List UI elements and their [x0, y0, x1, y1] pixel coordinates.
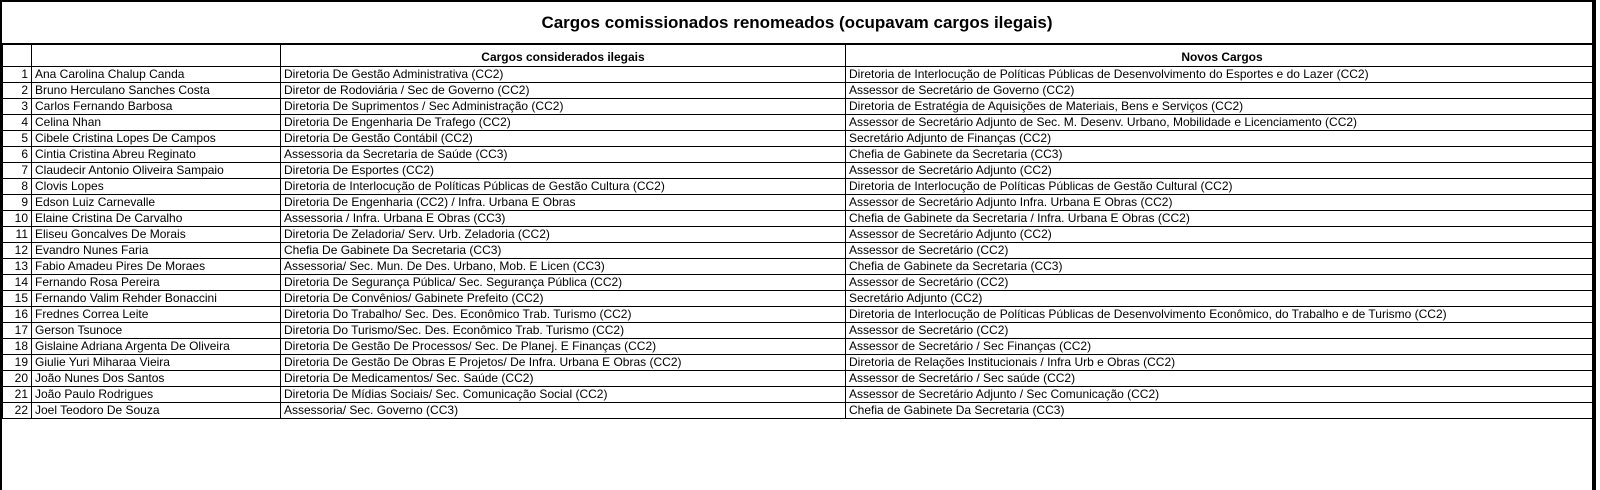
illegal-position-cell[interactable]: Diretoria De Gestão De Processos/ Sec. De Planej. E Finanças (CC2)	[281, 339, 846, 355]
name-cell[interactable]: Gislaine Adriana Argenta De Oliveira	[32, 339, 281, 355]
name-cell[interactable]: Fernando Valim Rehder Bonaccini	[32, 291, 281, 307]
row-number-cell[interactable]: 20	[3, 371, 32, 387]
illegal-position-cell[interactable]: Diretoria De Segurança Pública/ Sec. Segurança Pública (CC2)	[281, 275, 846, 291]
name-cell[interactable]: Giulie Yuri Miharaa Vieira	[32, 355, 281, 371]
illegal-position-cell[interactable]: Diretoria De Engenharia De Trafego (CC2)	[281, 115, 846, 131]
new-position-cell[interactable]: Secretário Adjunto de Finanças (CC2)	[846, 131, 1597, 147]
new-position-cell[interactable]: Chefia de Gabinete da Secretaria (CC3)	[846, 259, 1597, 275]
table-row	[3, 163, 1597, 179]
new-position-cell[interactable]: Assessor de Secretário / Sec Finanças (CC2)	[846, 339, 1597, 355]
row-number-cell[interactable]: 17	[3, 323, 32, 339]
table-row	[3, 371, 1597, 387]
new-position-cell[interactable]: Assessor de Secretário (CC2)	[846, 243, 1597, 259]
new-position-cell[interactable]: Diretoria de Interlocução de Políticas Públicas de Desenvolvimento Econômico, do Trabalho e de Turismo (CC2)	[846, 307, 1597, 323]
new-position-cell[interactable]: Assessor de Secretário de Governo (CC2)	[846, 83, 1597, 99]
table-row	[3, 275, 1597, 291]
table-row	[3, 323, 1597, 339]
new-position-cell[interactable]: Chefia de Gabinete da Secretaria / Infra. Urbana E Obras (CC2)	[846, 211, 1597, 227]
illegal-position-cell[interactable]: Diretoria De Medicamentos/ Sec. Saúde (CC2)	[281, 371, 846, 387]
illegal-position-cell[interactable]: Diretoria De Gestão Administrativa (CC2)	[281, 67, 846, 83]
row-number-cell[interactable]: 14	[3, 275, 32, 291]
table-row	[3, 227, 1597, 243]
illegal-position-cell[interactable]: Assessoria/ Sec. Governo (CC3)	[281, 403, 846, 419]
new-position-cell[interactable]: Assessor de Secretário / Sec saúde (CC2)	[846, 371, 1597, 387]
illegal-position-cell[interactable]: Diretoria De Gestão Contábil (CC2)	[281, 131, 846, 147]
row-number-cell[interactable]: 2	[3, 83, 32, 99]
illegal-position-cell[interactable]: Chefia De Gabinete Da Secretaria (CC3)	[281, 243, 846, 259]
row-number-cell[interactable]: 10	[3, 211, 32, 227]
name-cell[interactable]: Bruno Herculano Sanches Costa	[32, 83, 281, 99]
illegal-position-cell[interactable]: Diretoria de Interlocução de Políticas Públicas de Gestão Cultura (CC2)	[281, 179, 846, 195]
name-cell[interactable]: Celina Nhan	[32, 115, 281, 131]
new-position-cell[interactable]: Assessor de Secretário Adjunto Infra. Urbana E Obras (CC2)	[846, 195, 1597, 211]
table-row	[3, 147, 1597, 163]
new-position-cell[interactable]: Chefia de Gabinete da Secretaria (CC3)	[846, 147, 1597, 163]
table-row	[3, 67, 1597, 83]
table-row	[3, 115, 1597, 131]
row-number-cell[interactable]: 4	[3, 115, 32, 131]
table-row	[3, 131, 1597, 147]
table-body	[3, 67, 1597, 419]
new-position-cell[interactable]: Assessor de Secretário Adjunto (CC2)	[846, 227, 1597, 243]
name-cell[interactable]: Eliseu Goncalves De Morais	[32, 227, 281, 243]
illegal-position-cell[interactable]: Diretoria De Suprimentos / Sec Administração (CC2)	[281, 99, 846, 115]
new-position-cell[interactable]: Diretoria de Relações Institucionais / Infra Urb e Obras (CC2)	[846, 355, 1597, 371]
table-row	[3, 307, 1597, 323]
row-number-cell[interactable]: 6	[3, 147, 32, 163]
new-position-cell[interactable]: Assessor de Secretário (CC2)	[846, 323, 1597, 339]
sheet-title: Cargos comissionados renomeados (ocupavam cargos ilegais)	[2, 2, 1592, 44]
new-position-cell[interactable]: Assessor de Secretário Adjunto (CC2)	[846, 163, 1597, 179]
row-number-cell[interactable]: 9	[3, 195, 32, 211]
illegal-position-cell[interactable]: Diretoria De Mídias Sociais/ Sec. Comunicação Social (CC2)	[281, 387, 846, 403]
new-position-cell[interactable]: Assessor de Secretário (CC2)	[846, 275, 1597, 291]
row-number-cell[interactable]: 13	[3, 259, 32, 275]
illegal-position-cell[interactable]: Diretor de Rodoviária / Sec de Governo (CC2)	[281, 83, 846, 99]
table-row	[3, 243, 1597, 259]
name-cell[interactable]: Carlos Fernando Barbosa	[32, 99, 281, 115]
name-cell[interactable]: Ana Carolina Chalup Canda	[32, 67, 281, 83]
new-position-cell[interactable]: Chefia de Gabinete Da Secretaria (CC3)	[846, 403, 1597, 419]
row-number-cell[interactable]: 3	[3, 99, 32, 115]
illegal-position-cell[interactable]: Diretoria De Convênios/ Gabinete Prefeito (CC2)	[281, 291, 846, 307]
name-cell[interactable]: João Nunes Dos Santos	[32, 371, 281, 387]
table-row	[3, 211, 1597, 227]
positions-table	[2, 44, 1596, 419]
header-name[interactable]	[32, 45, 281, 67]
new-position-cell[interactable]: Diretoria de Estratégia de Aquisições de Materiais, Bens e Serviços (CC2)	[846, 99, 1597, 115]
row-number-cell[interactable]: 18	[3, 339, 32, 355]
new-position-cell[interactable]: Secretário Adjunto (CC2)	[846, 291, 1597, 307]
table-row	[3, 355, 1597, 371]
illegal-position-cell[interactable]: Assessoria da Secretaria de Saúde (CC3)	[281, 147, 846, 163]
table-row	[3, 403, 1597, 419]
illegal-position-cell[interactable]: Assessoria / Infra. Urbana E Obras (CC3)	[281, 211, 846, 227]
table-row	[3, 259, 1597, 275]
name-cell[interactable]: Gerson Tsunoce	[32, 323, 281, 339]
row-number-cell[interactable]: 1	[3, 67, 32, 83]
name-cell[interactable]: Claudecir Antonio Oliveira Sampaio	[32, 163, 281, 179]
new-position-cell[interactable]: Diretoria de Interlocução de Políticas Públicas de Gestão Cultural (CC2)	[846, 179, 1597, 195]
name-cell[interactable]: Clovis Lopes	[32, 179, 281, 195]
header-num[interactable]	[3, 45, 32, 67]
header-illegal-positions[interactable]: Cargos considerados ilegais	[281, 45, 846, 67]
name-cell[interactable]: João Paulo Rodrigues	[32, 387, 281, 403]
row-number-cell[interactable]: 5	[3, 131, 32, 147]
table-row	[3, 195, 1597, 211]
new-position-cell[interactable]: Diretoria de Interlocução de Políticas Públicas de Desenvolvimento do Esportes e do Lazer (CC2)	[846, 67, 1597, 83]
illegal-position-cell[interactable]: Diretoria De Engenharia (CC2) / Infra. Urbana E Obras	[281, 195, 846, 211]
new-position-cell[interactable]: Assessor de Secretário Adjunto de Sec. M. Desenv. Urbano, Mobilidade e Licenciamento (CC2)	[846, 115, 1597, 131]
row-number-cell[interactable]: 7	[3, 163, 32, 179]
row-number-cell[interactable]: 22	[3, 403, 32, 419]
table-row	[3, 179, 1597, 195]
header-new-positions[interactable]: Novos Cargos	[846, 45, 1597, 67]
name-cell[interactable]: Fernando Rosa Pereira	[32, 275, 281, 291]
row-number-cell[interactable]: 19	[3, 355, 32, 371]
name-cell[interactable]: Cibele Cristina Lopes De Campos	[32, 131, 281, 147]
name-cell[interactable]: Elaine Cristina De Carvalho	[32, 211, 281, 227]
name-cell[interactable]: Cintia Cristina Abreu Reginato	[32, 147, 281, 163]
row-number-cell[interactable]: 8	[3, 179, 32, 195]
table-row	[3, 99, 1597, 115]
table-row	[3, 339, 1597, 355]
row-number-cell[interactable]: 12	[3, 243, 32, 259]
name-cell[interactable]: Evandro Nunes Faria	[32, 243, 281, 259]
table-row	[3, 83, 1597, 99]
illegal-position-cell[interactable]: Diretoria Do Turismo/Sec. Des. Econômico Trab. Turismo (CC2)	[281, 323, 846, 339]
row-number-cell[interactable]: 11	[3, 227, 32, 243]
illegal-position-cell[interactable]: Diretoria De Zeladoria/ Serv. Urb. Zeladoria (CC2)	[281, 227, 846, 243]
illegal-position-cell[interactable]: Assessoria/ Sec. Mun. De Des. Urbano, Mob. E Licen (CC3)	[281, 259, 846, 275]
illegal-position-cell[interactable]: Diretoria De Esportes (CC2)	[281, 163, 846, 179]
row-number-cell[interactable]: 21	[3, 387, 32, 403]
row-number-cell[interactable]: 16	[3, 307, 32, 323]
table-row	[3, 291, 1597, 307]
illegal-position-cell[interactable]: Diretoria De Gestão De Obras E Projetos/ De Infra. Urbana E Obras (CC2)	[281, 355, 846, 371]
name-cell[interactable]: Fabio Amadeu Pires De Moraes	[32, 259, 281, 275]
name-cell[interactable]: Frednes Correa Leite	[32, 307, 281, 323]
illegal-position-cell[interactable]: Diretoria Do Trabalho/ Sec. Des. Econômico Trab. Turismo (CC2)	[281, 307, 846, 323]
header-row	[3, 45, 1597, 67]
new-position-cell[interactable]: Assessor de Secretário Adjunto / Sec Comunicação (CC2)	[846, 387, 1597, 403]
name-cell[interactable]: Edson Luiz Carnevalle	[32, 195, 281, 211]
table-row	[3, 387, 1597, 403]
name-cell[interactable]: Joel Teodoro De Souza	[32, 403, 281, 419]
row-number-cell[interactable]: 15	[3, 291, 32, 307]
